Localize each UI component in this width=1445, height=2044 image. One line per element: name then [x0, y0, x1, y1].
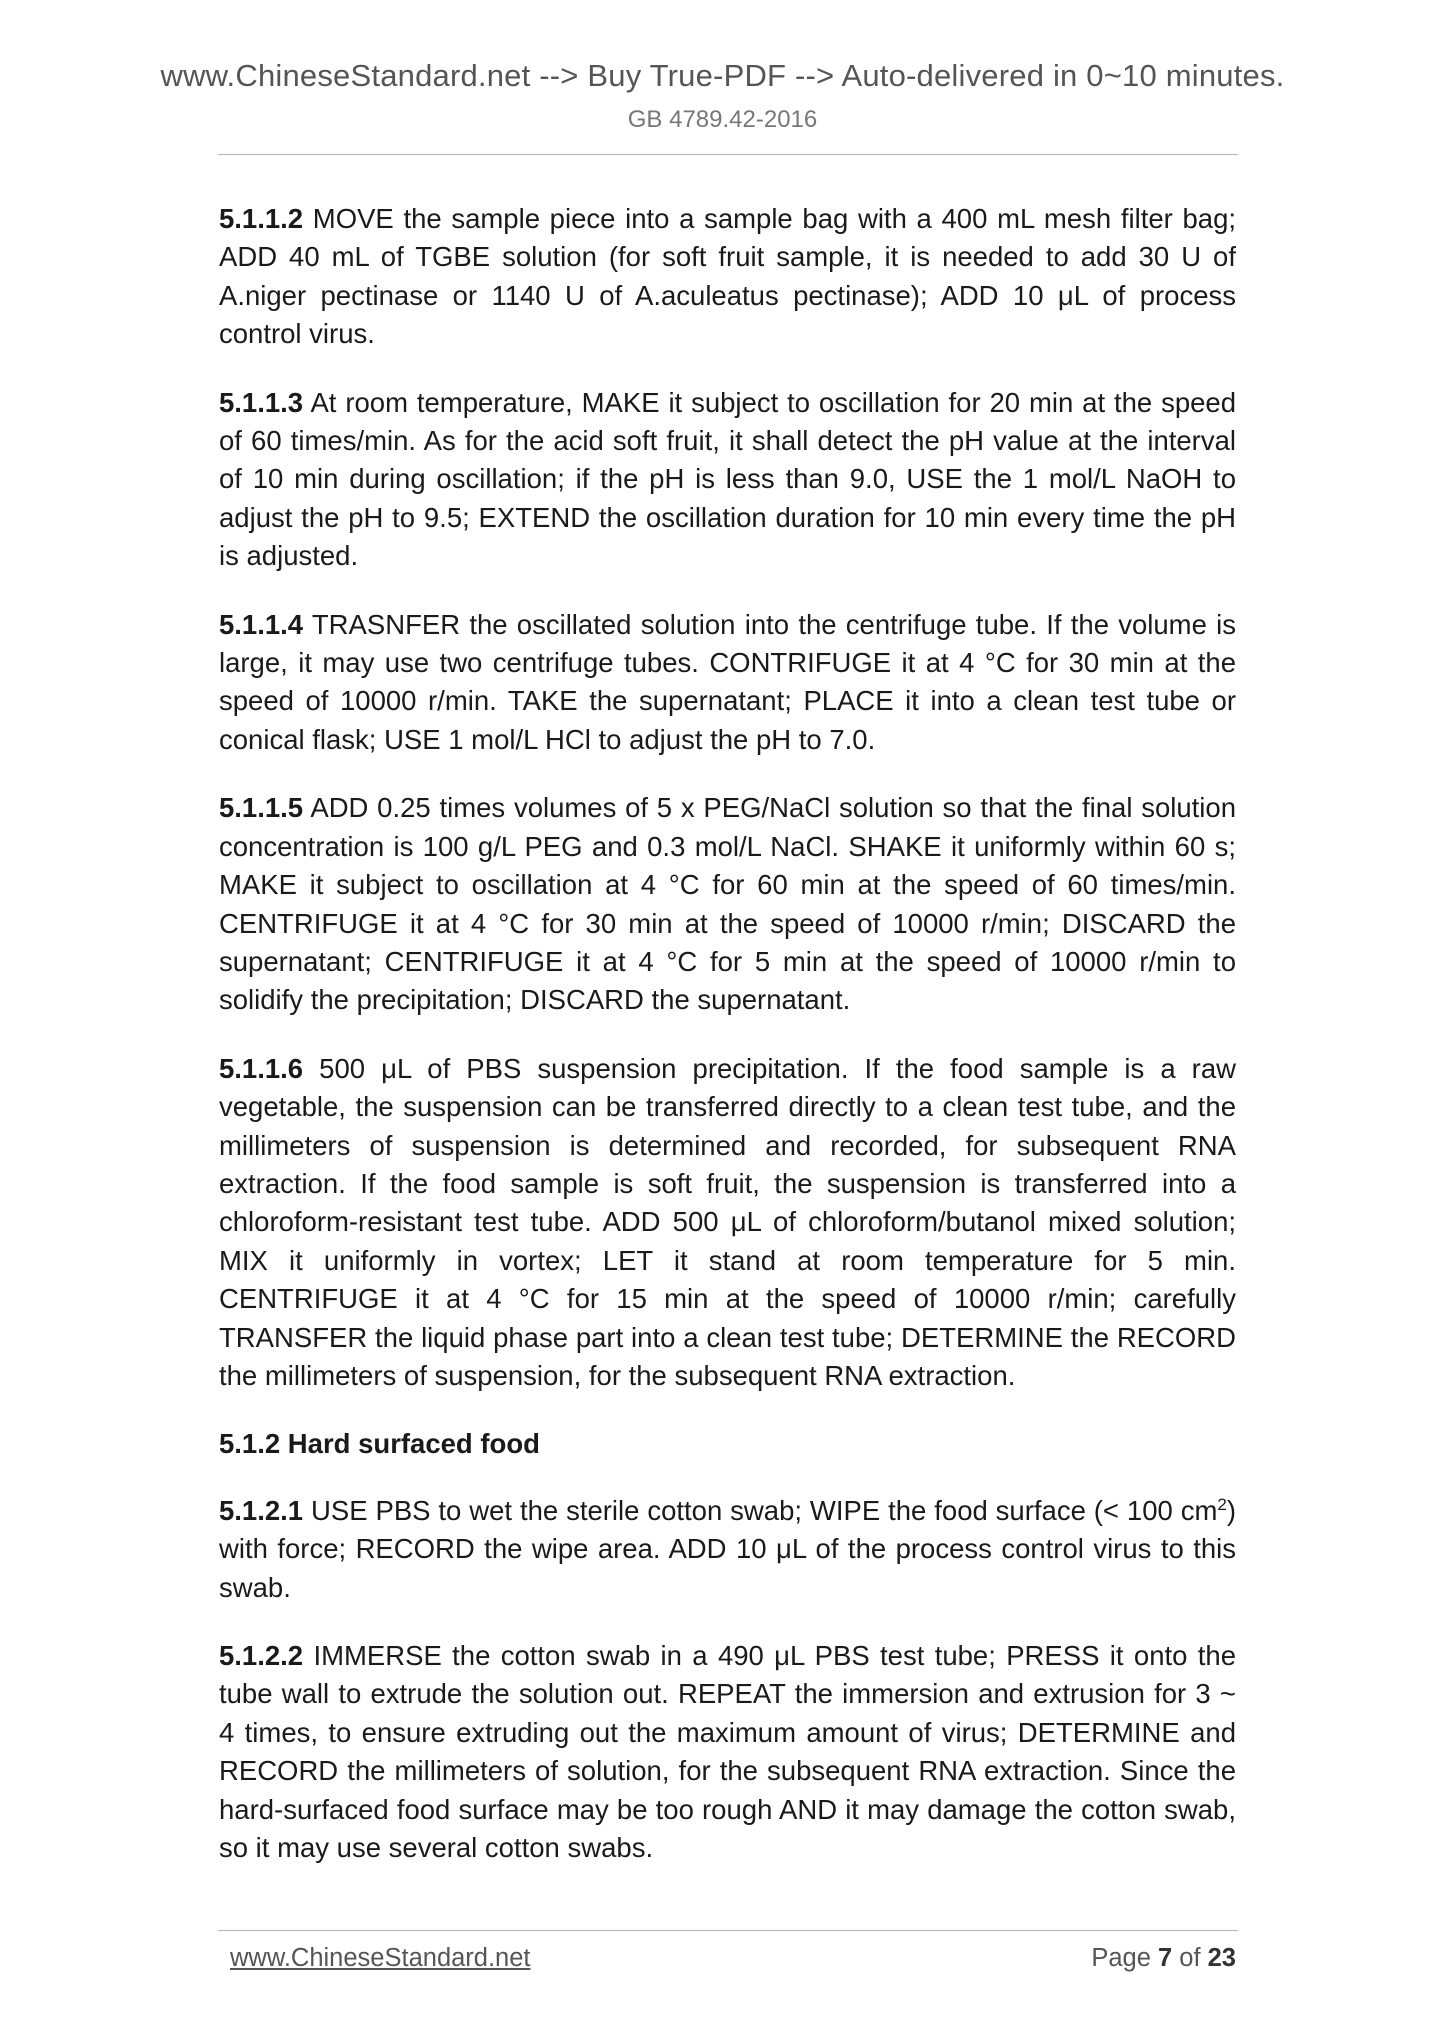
current-page-number: 7: [1158, 1944, 1173, 1972]
clause-number: 5.1.1.6: [219, 1052, 304, 1084]
clause-text: ADD 0.25 times volumes of 5 x PEG/NaCl solution so that the final solution concentration is 100 g/L PEG and 0.3 mol/L NaCl. SHAKE it uniformly within 60 s; MAKE it subject to oscillation at 4 °C for 60 min at the speed of 60 times/min. CENTRIFUGE it at 4 °C for 30 min at the speed of 10000 r/min; DISCARD the supernatant; CENTRIFUGE it at 4 °C for 5 min at the speed of 10000 r/min to solidify the precipitation; DISCARD the supernatant.: [219, 792, 1236, 1016]
paragraph-5-1-2-2: [219, 1637, 1236, 1867]
footer-divider: [218, 1930, 1238, 1931]
page-of-label: of: [1172, 1944, 1208, 1972]
section-heading-5-1-2: 5.1.2 Hard surfaced food: [219, 1428, 540, 1460]
clause-number: 5.1.1.2: [219, 203, 304, 234]
header-standard-code: GB 4789.42-2016: [627, 106, 818, 133]
header-divider: [218, 154, 1238, 155]
paragraph-5-1-1-3: [219, 384, 1236, 576]
clause-text: MOVE the sample piece into a sample bag with a 400 mL mesh filter bag; ADD 40 mL of TGBE solution (for soft fruit sample, it is needed to add 30 U of A.niger pectinase or 1140 U of A.aculeatus pectinase); ADD 10 μL of process control virus.: [219, 203, 1236, 350]
paragraph-5-1-1-6: [219, 1050, 1236, 1396]
clause-text: 500 μL of PBS suspension precipitation. If the food sample is a raw vegetable, the suspension can be transferred directly to a clean test tube, and the millimeters of suspension is determined and recorded, for subsequent RNA extraction. If the food sample is soft fruit, the suspension is transferred into a chloroform-resistant test tube. ADD 500 μL of chloroform/butanol mixed solution; MIX it uniformly in vortex; LET it stand at room temperature for 5 min. CENTRIFUGE it at 4 °C for 15 min at the speed of 10000 r/min; carefully TRANSFER the liquid phase part into a clean test tube; DETERMINE the RECORD the millimeters of suspension, for the subsequent RNA extraction.: [219, 1052, 1236, 1391]
clause-number: 5.1.1.5: [219, 792, 304, 824]
paragraph-5-1-1-5: [219, 789, 1236, 1019]
header-promo-text: www.ChineseStandard.net --> Buy True-PDF --> Auto-delivered in 0~10 minutes.: [160, 58, 1285, 93]
clause-text: USE PBS to wet the sterile cotton swab; WIPE the food surface (< 100 cm: [303, 1494, 1218, 1526]
clause-text-continued: ) with force; RECORD the wipe area. ADD 10 μL of the process control virus to this swab.: [219, 1494, 1236, 1603]
superscript: 2: [1217, 1494, 1227, 1514]
clause-number: 5.1.1.4: [219, 608, 304, 640]
clause-text: IMMERSE the cotton swab in a 490 μL PBS test tube; PRESS it onto the tube wall to extrude the solution out. REPEAT the immersion and extrusion for 3 ~ 4 times, to ensure extruding out the maximum amount of virus; DETERMINE and RECORD the millimeters of solution, for the subsequent RNA extraction. Since the hard-surfaced food surface may be too rough AND it may damage the cotton swab, so it may use several cotton swabs.: [219, 1640, 1236, 1864]
paragraph-5-1-1-2: [219, 200, 1236, 354]
paragraph-5-1-1-4: [219, 606, 1236, 760]
page-indicator: [1091, 1944, 1236, 1973]
clause-text: TRASNFER the oscillated solution into the centrifuge tube. If the volume is large, it may use two centrifuge tubes. CONTRIFUGE it at 4 °C for 30 min at the speed of 10000 r/min. TAKE the supernatant; PLACE it into a clean test tube or conical flask; USE 1 mol/L HCl to adjust the pH to 7.0.: [219, 608, 1236, 755]
clause-number: 5.1.2.2: [219, 1640, 304, 1671]
total-page-count: 23: [1207, 1944, 1236, 1972]
clause-text: At room temperature, MAKE it subject to oscillation for 20 min at the speed of 60 times/min. As for the acid soft fruit, it shall detect the pH value at the interval of 10 min during oscillation; if the pH is less than 9.0, USE the 1 mol/L NaOH to adjust the pH to 9.5; EXTEND the oscillation duration for 10 min every time the pH is adjusted.: [219, 386, 1236, 572]
document-body: [219, 200, 1236, 1897]
clause-number: 5.1.2.1: [219, 1494, 304, 1526]
page-label: Page: [1091, 1944, 1158, 1972]
footer-website-link[interactable]: www.ChineseStandard.net: [230, 1944, 531, 1972]
paragraph-5-1-2-1: [219, 1492, 1236, 1607]
clause-number: 5.1.1.3: [219, 386, 304, 418]
